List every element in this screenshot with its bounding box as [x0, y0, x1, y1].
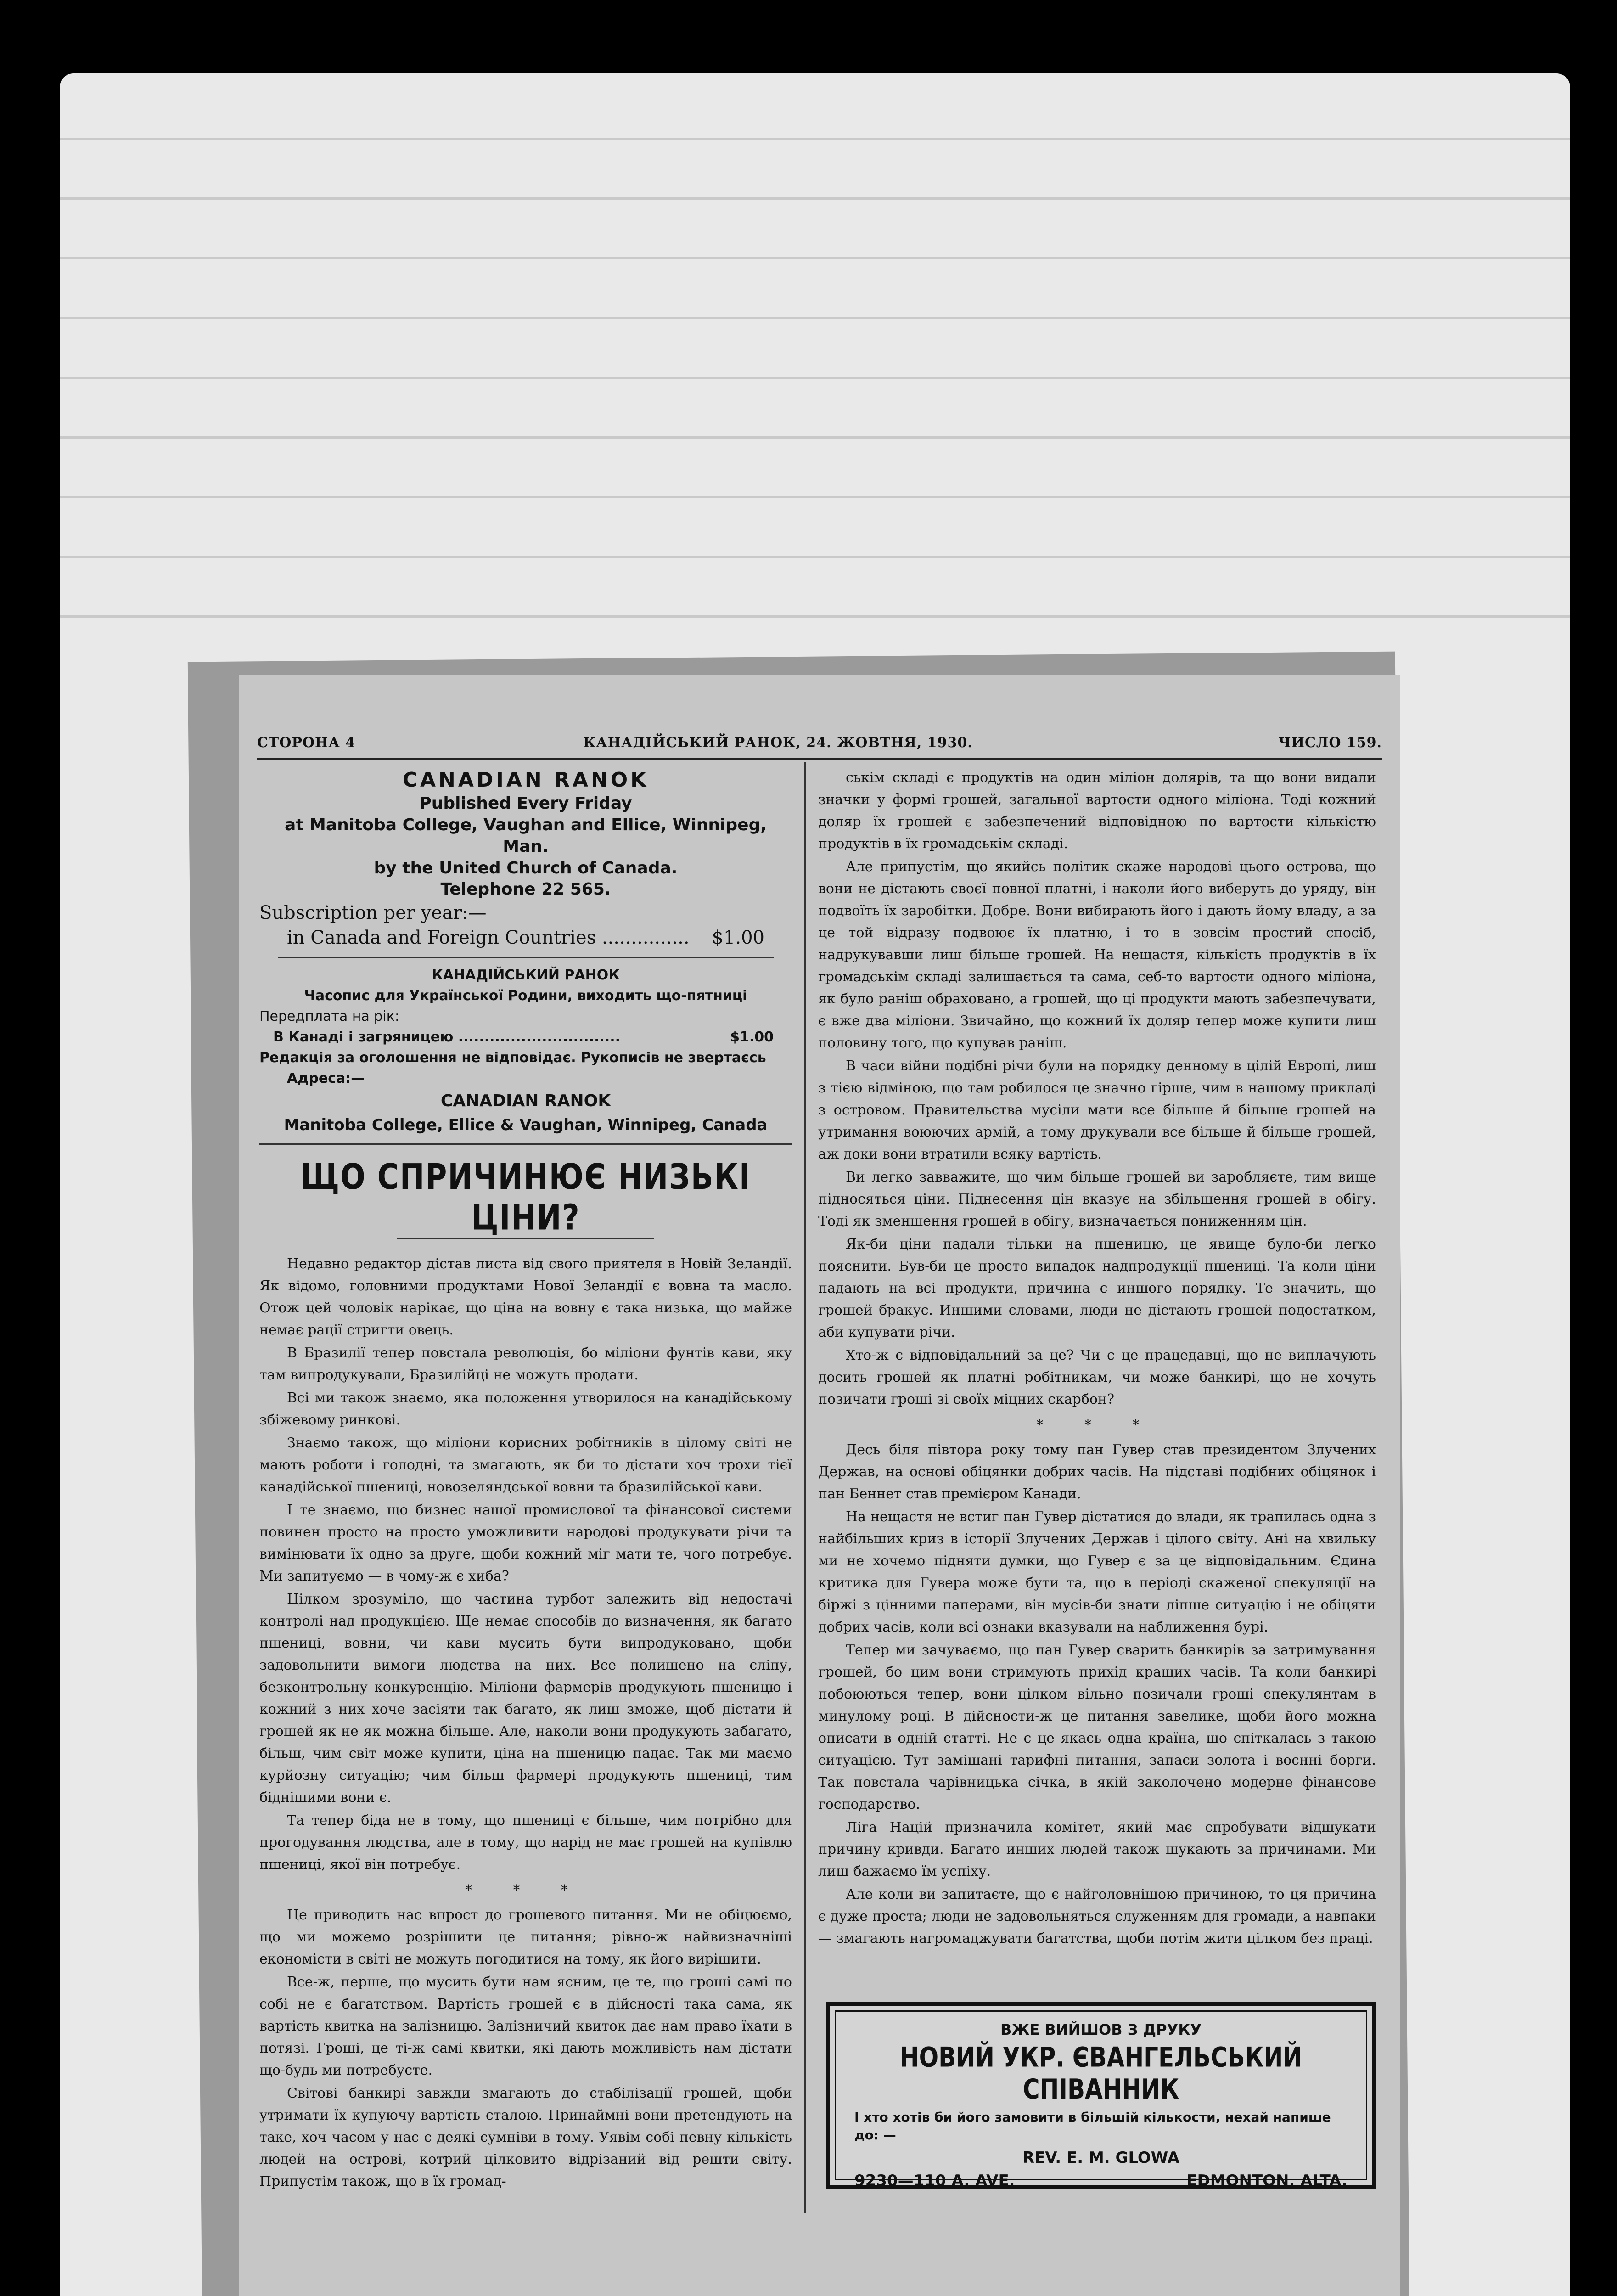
uk-address-label: Адреса:— [287, 1070, 365, 1087]
article-left-text-2 [259, 1904, 792, 2193]
uk-prepay: Передплата на рік: [259, 1008, 399, 1025]
ruled-line [60, 436, 1570, 439]
ad-address-row [854, 2172, 1348, 2190]
uk-title: КАНАДІЙСЬКИЙ РАНОК [432, 967, 620, 984]
masthead-telephone: Telephone 22 565. [440, 880, 611, 899]
ruled-line [60, 138, 1570, 140]
article-paragraph: Але припустім, що якийсь політик скаже народові цього острова, що вони не дістають своєї повної платні, і наколи його виберуть до уряду, він подвоїть їх заробітки. Добре. Вони вибирають його і дають йому владу, а за це той відразу подвоює їх платню, і то в зовсім простий спосіб, надрукувавши лиш більше грошей. На нещастя, кількість продуктів в їх громадськім складі залишається та сама, себ-то вартости одного міліона, як було раніш обраховано, а грошей, що ці продукти мають забезпечувати, є вже два міліони. Звичайно, що кожний їх доляр тепер може купити лиш половину того, що купував раніш. [818, 859, 1376, 1051]
article-paragraph: Це приводить нас впрост до грошевого питання. Ми не обіцюємо, що ми можемо розрішити це питання; рівно-ж найвизначніші економісти в світі не можуть погодитися на тому, як його вирішити. [259, 1907, 792, 1968]
column-rule [804, 762, 806, 2213]
divider [278, 957, 774, 958]
songbook-advertisement [826, 2002, 1376, 2189]
left-column [259, 767, 792, 2194]
uk-editorial: Редакція за оголошення не відповідає. Рукописів не звертаєсь [259, 1050, 766, 1066]
section-stars: * * * [465, 1882, 587, 1899]
ad-line1: ВЖЕ ВИЙШОВ З ДРУКУ [1000, 2021, 1202, 2038]
uk-where: В Канаді і загряницею ............................... [273, 1029, 621, 1046]
article-paragraph: Але коли ви запитаєте, що є найголовнішою причиною, то ця причина є дуже проста; люди не задовольняться служенням для громади, а навпаки — змагають нагромаджувати багатства, щоби потім жити цілком без праці. [818, 1886, 1376, 1947]
header-rule [257, 758, 1382, 760]
paper-date: КАНАДІЙСЬКИЙ РАНОК, 24. ЖОВТНЯ, 1930. [583, 735, 973, 751]
article-paragraph: І те знаємо, що бизнес нашої промислової та фінансової системи повинен просто на просто уможливити народові продукувати річи та вимінювати їх одно за друге, щоби кожний міг мати те, чого потребує. Ми запитуємо — в чому-ж є хиба? [259, 1502, 792, 1585]
article-paragraph: Тепер ми зачуваємо, що пан Гувер сварить банкирів за затримування грошей, бо цим вони стримують прихід кращих часів. Та коли банкирі побоюються тепер, вони цілком вільно позичали гроші спекулянтам в минулому році. В дійсности-ж це питання завелике, щоби його можна описати в одній статті. Не є це якась одна країна, що спіткалась з такою ситуацією. Тут замішані тарифні питання, запаси золота і воєнні борги. Так повстала чарівницька січка, в якій заколочено модерне фінансове господарство. [818, 1642, 1376, 1812]
ad-city: EDMONTON, ALTA. [1186, 2172, 1348, 2190]
masthead-address: at Manitoba College, Vaughan and Ellice, Winnipeg, Man. [284, 815, 767, 856]
masthead-ukrainian [259, 965, 792, 1137]
ruled-line [60, 615, 1570, 618]
uk-addr-title: CANADIAN RANOK [440, 1092, 611, 1111]
article-paragraph: Цілком зрозуміло, що частина турбот залежить від недостачі контролі над продукцією. Ще немає способів до визначення, як багато пшениці, вовни, чи кави мусить бути випродуковано, щоби задовольнити вимоги людства на них. Все полишено на сліпу, безконтрольну конкуренцію. Міліони фармерів продукують пшеницю і кожний з них хоче засіяти так багато, як лиш зможе, щоб дістати й грошей як не як можна більше. Але, наколи вони продукують забагато, більш, чим світ може купити, ціна на пшеницю падає. Так ми маємо курйозну ситуацію; чим більш фармері продукують пшениці, тим біднішими вони є. [259, 1591, 792, 1806]
article-paragraph: Всі ми також знаємо, яка положення утворилося на канадійському збіжевому ринкові. [259, 1390, 792, 1429]
ad-inner-border [835, 2010, 1367, 2190]
section-stars: * * * [1036, 1417, 1158, 1433]
article-paragraph: В часи війни подібні річи були на порядку денному в цілій Европі, лиш з тією відміною, що там робилося це значно гірше, чим в нашому прикладі з островом. Правительства мусіли мати все більше й більше грошей на утримання воюючих армій, а тому друкували все більше й більше грошей, аж доки вони втратили всяку вартість. [818, 1058, 1376, 1162]
ad-name: REV. E. M. GLOWA [1022, 2149, 1180, 2167]
article-paragraph: В Бразилії тепер повстала революція, бо міліони фунтів кави, яку там випродукували, Бразилійці не можуть продати. [259, 1345, 792, 1384]
subscription-block [259, 900, 792, 950]
article-paragraph: Ліга Націй призначила комітет, який має спробувати відшукати причину кривди. Багато инших людей також шукають за причинами. Ми лиш бажаємо їм успіху. [818, 1819, 1376, 1880]
subscription-price: $1.00 [712, 927, 764, 949]
uk-addr-line: Manitoba College, Ellice & Vaughan, Winnipeg, Canada [284, 1116, 768, 1135]
subscription-where: in Canada and Foreign Countries ............... [287, 927, 690, 949]
article-right-text [818, 767, 1376, 1411]
uk-subtitle: Часопис для Української Родини, виходить що-пятниці [304, 988, 747, 1004]
article-paragraph: На нещастя не встиг пан Гувер дістатися до влади, як трапилась одна з найбільших криз в історії Злучених Держав і цілого світу. Ані на хвильку ми не хочемо підняти думки, що Гувер є за це відповідальним. Єдина критика для Гувера може бути та, що в періоді скаженої спекуляції на біржі з цінними паперами, він мусів-би знати ліпше ситуацію і не обіцяти добрих часів, коли всі ознаки вказували на наближення бурі. [818, 1509, 1376, 1635]
article-paragraph: Все-ж, перше, що мусить бути нам ясним, це те, що гроші самі по собі не є багатством. Вартість грошей є в дійсності така сама, як вартість квитка на залізницю. Залізничий квиток дає нам право їхати в потязі. Гроші, це ті-ж самі квитки, які дають можливість нам дістати що-будь ми потребуєте. [259, 1974, 792, 2079]
ad-title: НОВИЙ УКР. ЄВАНГЕЛЬСЬКИЙ СПІВАННИК [899, 2041, 1303, 2105]
ruled-line [60, 317, 1570, 319]
masthead-published: Published Every Friday [419, 794, 632, 813]
article-paragraph: Хто-ж є відповідальний за це? Чи є це працедавці, що не виплачують досить грошей як платні робітникам, чи може банкирі, що не хочуть позичати гроші зі своїх міцних скарбон? [818, 1347, 1376, 1407]
ad-line3: І хто хотів би його замовити в більшій кількости, нехай напише до: — [854, 2110, 1331, 2143]
ruled-line [60, 496, 1570, 498]
subscription-row [259, 925, 792, 950]
article-paragraph: Як-би ціни падали тільки на пшеницю, це явище було-би легко пояснити. Був-би це просто випадок надпродукції пшениці. Та коли ціни падають на всі продукти, причина є иншого порядку. Те значить, що грошей бракує. Иншими словами, люди не дістають грошей подостатком, аби купувати річи. [818, 1236, 1376, 1340]
ruled-line [60, 257, 1570, 259]
article-headline: ЩО СПРИЧИНЮЄ НИЗЬКІ ЦІНИ? [300, 1157, 751, 1238]
subscription-label: Subscription per year:— [259, 902, 487, 924]
ad-street: 9230—110 A. AVE. [854, 2172, 1015, 2190]
masthead-by: by the United Church of Canada. [374, 858, 678, 878]
article-paragraph: Десь біля півтора року тому пан Гувер став президентом Злучених Держав, на основі обіцянки добрих часів. На підставі подібних обіцянок і пан Беннет став премієром Канади. [818, 1442, 1376, 1502]
masthead-title: CANADIAN RANOK [402, 768, 649, 792]
article-right-text-2 [818, 1439, 1376, 1950]
issue-number: ЧИСЛО 159. [1278, 735, 1382, 751]
article-left-text [259, 1253, 792, 1876]
article-paragraph: Та тепер біда не в тому, що пшениці є більше, чим потрібно для прогодування людства, але в тому, що нарід не має грошей на купівлю пшениці, якої він потребує. [259, 1812, 792, 1873]
uk-price-row [259, 1027, 792, 1047]
ruled-line [60, 556, 1570, 558]
uk-price: $1.00 [730, 1029, 774, 1046]
article-paragraph: Світові банкирі завжди змагають до стабілізації грошей, щоби утримати їх купуючу вартість сталою. Принаймні вони претендують на таке, хоч часом у нас є деякі сумніви в тому. Уявім собі певну кількість людей на острові, котрий цілковито відрізаний від решти світу. Припустім також, що в їх громад- [259, 2085, 792, 2190]
newspaper-page [239, 675, 1400, 2296]
article-paragraph: Знаємо також, що міліони корисних робітників в цілому світі не мають роботи і голодні, та змагають, як би то дістати хоч трохи тієї канадійської пшениці, новозеляндської вовни та бразилійської кави. [259, 1435, 792, 1496]
right-column [818, 767, 1376, 1951]
article-paragraph: ськім складі є продуктів на один міліон долярів, та що вони видали значки у формі грошей, загальної вартости одного міліона. Тоді кожний доляр їх грошей є забезпечений відповідною по вартости кількістю продуктів в їх громадськім складі. [818, 770, 1376, 852]
ruled-line [60, 197, 1570, 200]
masthead-english [259, 767, 792, 900]
divider [259, 1143, 792, 1145]
article-paragraph: Недавно редактор дістав листа від свого приятеля в Новій Зеландії. Як відомо, головними продуктами Нової Зеландії є вовна та масло. Отож цей чоловік нарікає, що ціна на вовну є така низька, що майже немає рації стригти овець. [259, 1256, 792, 1339]
ruled-line [60, 377, 1570, 379]
article-paragraph: Ви легко завважите, що чим більше грошей ви заробляєте, тим вище підносяться ціни. Піднесення цін вказує на збільшення грошей в обігу. Тоді як зменшення грошей в обігу, визначається пониженням цін. [818, 1169, 1376, 1229]
page-label: СТОРОНА 4 [257, 735, 356, 751]
